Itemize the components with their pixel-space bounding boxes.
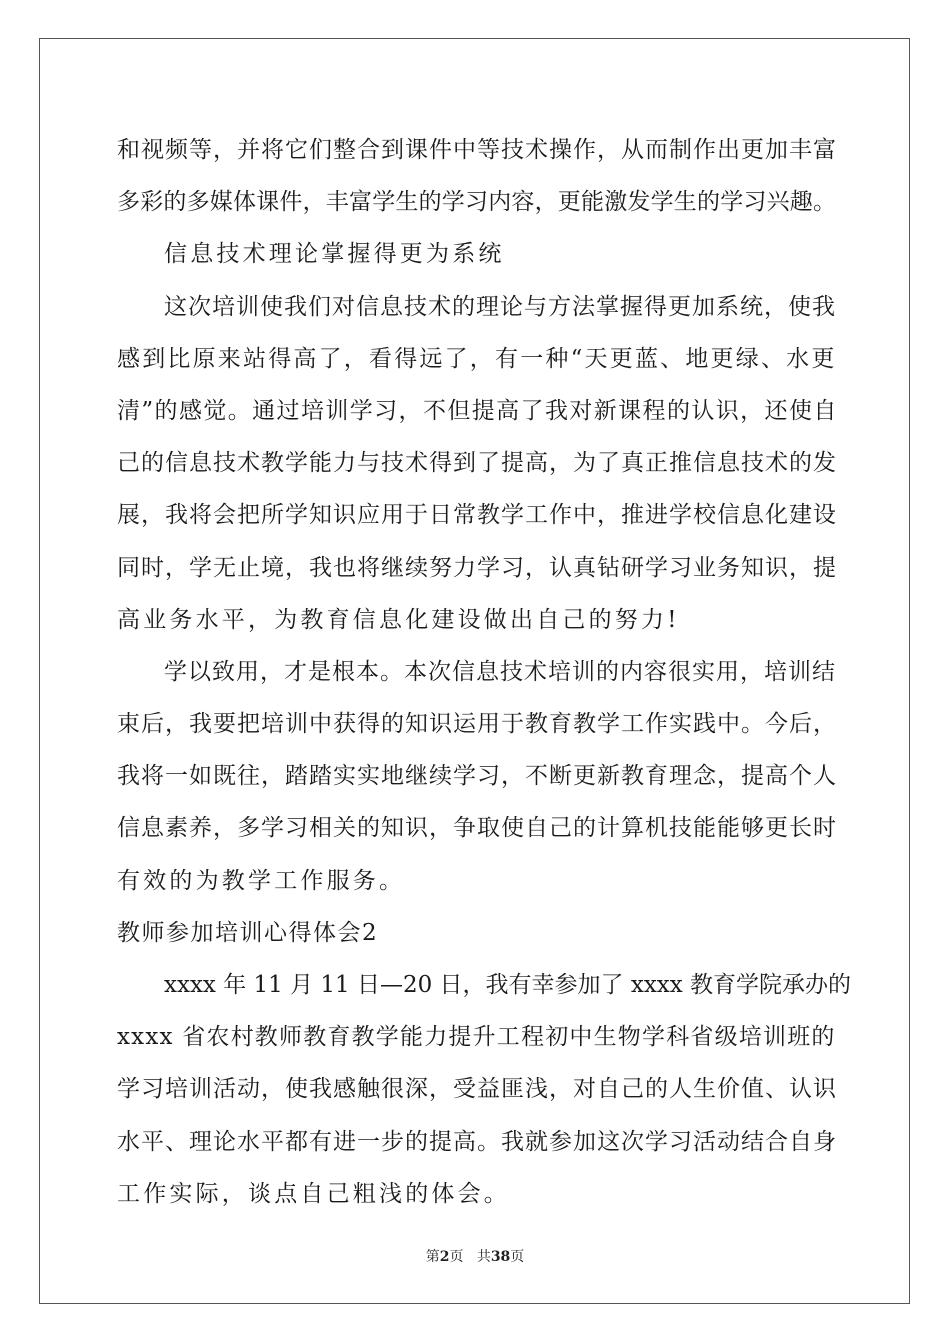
text-line: 感到比原来站得高了，看得远了，有一种“天更蓝、地更绿、水更 — [117, 345, 837, 372]
text-line: 有效的为教学工作服务。 — [117, 867, 406, 894]
page-footer — [0, 1246, 950, 1266]
text-line: 己的信息技术教学能力与技术得到了提高，为了真正推信息技术的发 — [117, 450, 837, 477]
current-page-number: 2 — [439, 1249, 450, 1265]
text-line: 多彩的多媒体课件，丰富学生的学习内容，更能激发学生的学习兴趣。 — [117, 189, 837, 216]
text-line: 展，我将会把所学知识应用于日常教学工作中，推进学校信息化建设 — [117, 502, 837, 529]
document-body — [117, 124, 852, 1220]
text-line: 这次培训使我们对信息技术的理论与方法掌握得更加系统，使我 — [164, 293, 836, 320]
text-line: xxxx 年 11 月 11 日—20 日，我有幸参加了 xxxx 教育学院承办的 — [164, 972, 852, 998]
text-line: 束后，我要把培训中获得的知识运用于教育教学工作实践中。今后， — [117, 711, 837, 738]
text-line: 水平、理论水平都有进一步的提高。我就参加这次学习活动结合自身 — [117, 1128, 837, 1155]
text-line: 学习培训活动，使我感触很深，受益匪浅，对自己的人生价值、认识 — [117, 1076, 837, 1103]
footer-total-suffix: 页 — [510, 1249, 525, 1265]
text-line: 信息技术理论掌握得更为系统 — [164, 241, 505, 268]
total-page-count: 38 — [490, 1249, 511, 1265]
text-line: 学以致用，才是根本。本次信息技术培训的内容很实用，培训结 — [164, 658, 836, 685]
text-line: 信息素养，多学习相关的知识，争取使自己的计算机技能能够更长时 — [117, 815, 837, 842]
footer-prefix: 第 — [425, 1249, 440, 1265]
text-line: 和视频等，并将它们整合到课件中等技术操作，从而制作出更加丰富 — [117, 137, 837, 163]
text-line: 同时，学无止境，我也将继续努力学习，认真钻研学习业务知识，提 — [117, 554, 837, 581]
text-line: xxxx 省农村教师教育教学能力提升工程初中生物学科省级培训班的 — [117, 1024, 836, 1051]
footer-page-word: 页 — [449, 1249, 464, 1265]
footer-total-prefix: 共 — [476, 1249, 491, 1265]
section-heading: 教师参加培训心得体会2 — [117, 919, 379, 946]
text-line: 高业务水平，为教育信息化建设做出自己的努力! — [117, 606, 680, 633]
text-line: 工作实际，谈点自己粗浅的体会。 — [117, 1180, 510, 1207]
text-line: 清”的感觉。通过培训学习，不但提高了我对新课程的认识，还使自 — [117, 397, 838, 424]
text-line: 我将一如既往，踏踏实实地继续学习，不断更新教育理念，提高个人 — [117, 763, 837, 790]
